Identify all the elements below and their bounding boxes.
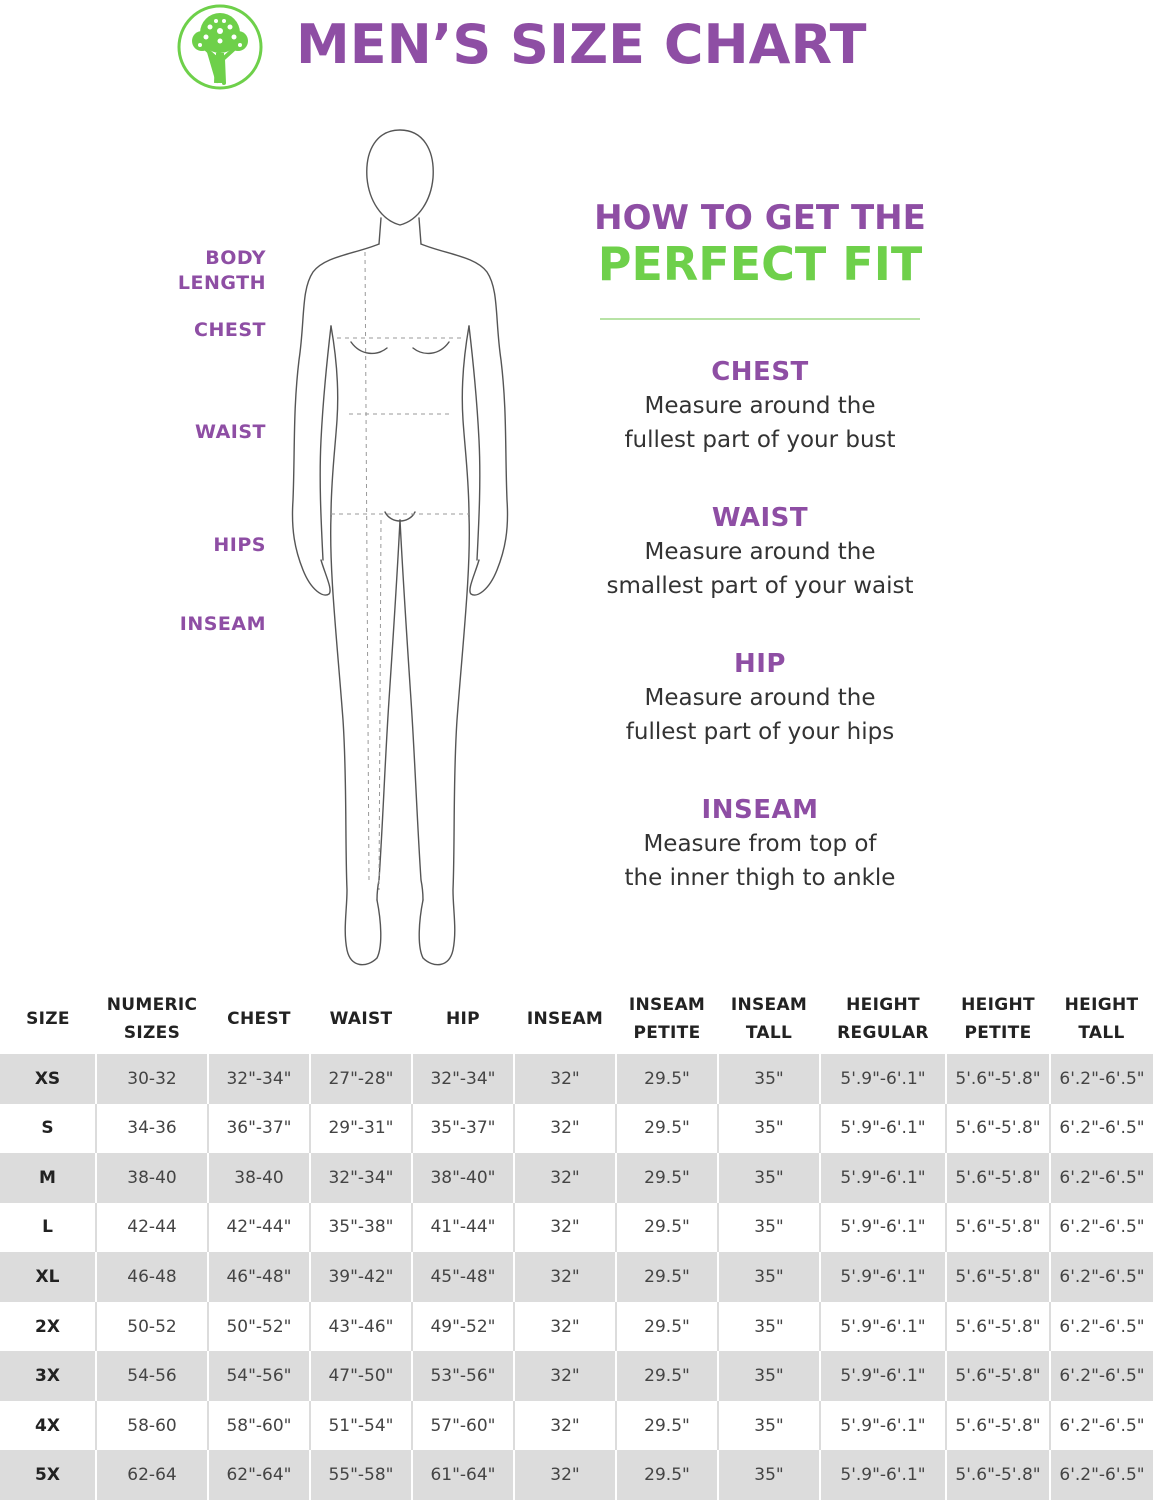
table-cell: 47"-50" xyxy=(310,1351,412,1401)
table-cell: 50-52 xyxy=(96,1302,208,1352)
table-cell: 5'.9"-6'.1" xyxy=(820,1252,946,1302)
table-cell: 29.5" xyxy=(616,1252,718,1302)
table-cell: 32" xyxy=(514,1054,616,1104)
table-cell: 50"-52" xyxy=(208,1302,310,1352)
table-cell: 5'.9"-6'.1" xyxy=(820,1153,946,1203)
table-cell: 5'.6"-5'.8" xyxy=(946,1153,1050,1203)
table-cell: 53"-56" xyxy=(412,1351,514,1401)
table-cell: 35" xyxy=(718,1153,820,1203)
table-cell: 32" xyxy=(514,1401,616,1451)
header-height-tall: HEIGHT TALL xyxy=(1064,995,1139,1043)
table-cell: 6'.2"-6'.5" xyxy=(1050,1104,1153,1154)
table-cell: 58-60 xyxy=(96,1401,208,1451)
table-cell: 5'.6"-5'.8" xyxy=(946,1401,1050,1451)
tip-inseam xyxy=(560,793,960,895)
table-cell: 5'.9"-6'.1" xyxy=(820,1302,946,1352)
label-waist: WAIST xyxy=(194,421,266,443)
table-row xyxy=(0,1450,1153,1500)
table-cell: 38"-40" xyxy=(412,1153,514,1203)
table-cell: 29.5" xyxy=(616,1153,718,1203)
table-cell: 27"-28" xyxy=(310,1054,412,1104)
label-hips: HIPS xyxy=(213,534,266,556)
table-cell: 6'.2"-6'.5" xyxy=(1050,1203,1153,1253)
table-cell: 38-40 xyxy=(208,1153,310,1203)
tip-waist xyxy=(560,501,960,603)
header-numeric-sizes: NUMERIC SIZES xyxy=(106,995,198,1043)
table-cell: 58"-60" xyxy=(208,1401,310,1451)
table-cell: 5'.6"-5'.8" xyxy=(946,1351,1050,1401)
table-cell: 34-36 xyxy=(96,1104,208,1154)
header-inseam-petite: INSEAM PETITE xyxy=(628,995,706,1043)
header xyxy=(0,0,1153,100)
header-size: SIZE xyxy=(26,1009,70,1029)
table-cell: 6'.2"-6'.5" xyxy=(1050,1401,1153,1451)
table-cell: 54-56 xyxy=(96,1351,208,1401)
header-height-petite: HEIGHT PETITE xyxy=(961,995,1035,1043)
table-cell: 32" xyxy=(514,1302,616,1352)
table-cell: 36"-37" xyxy=(208,1104,310,1154)
tree-logo-icon xyxy=(176,3,264,91)
table-cell: 6'.2"-6'.5" xyxy=(1050,1153,1153,1203)
table-cell: 35" xyxy=(718,1104,820,1154)
table-row xyxy=(0,1302,1153,1352)
table-cell: 6'.2"-6'.5" xyxy=(1050,1450,1153,1500)
table-row xyxy=(0,1351,1153,1401)
table-cell: 35" xyxy=(718,1450,820,1500)
table-cell: 29.5" xyxy=(616,1203,718,1253)
table-cell: 45"-48" xyxy=(412,1252,514,1302)
table-cell: 32" xyxy=(514,1203,616,1253)
header-inseam-tall: INSEAM TALL xyxy=(730,995,808,1043)
table-header-row xyxy=(0,984,1153,1054)
table-cell: 35"-37" xyxy=(412,1104,514,1154)
table-cell: 39"-42" xyxy=(310,1252,412,1302)
table-cell: 35" xyxy=(718,1203,820,1253)
table-cell: 32" xyxy=(514,1153,616,1203)
table-cell: 51"-54" xyxy=(310,1401,412,1451)
table-cell: 6'.2"-6'.5" xyxy=(1050,1351,1153,1401)
table-cell: 6'.2"-6'.5" xyxy=(1050,1302,1153,1352)
header-height-regular: HEIGHT REGULAR xyxy=(837,995,929,1043)
table-row xyxy=(0,1401,1153,1451)
table-cell: 32" xyxy=(514,1252,616,1302)
tip-text: Measure from top of the inner thigh to ankle xyxy=(624,831,896,891)
tip-text: Measure around the fullest part of your bust xyxy=(624,393,896,453)
table-row xyxy=(0,1252,1153,1302)
tip-text: Measure around the smallest part of your waist xyxy=(606,539,914,599)
size-cell: 2X xyxy=(0,1302,96,1352)
table-cell: 62"-64" xyxy=(208,1450,310,1500)
table-cell: 32"-34" xyxy=(310,1153,412,1203)
table-cell: 41"-44" xyxy=(412,1203,514,1253)
table-cell: 29.5" xyxy=(616,1351,718,1401)
table-cell: 29.5" xyxy=(616,1450,718,1500)
table-cell: 42"-44" xyxy=(208,1203,310,1253)
table-cell: 5'.6"-5'.8" xyxy=(946,1054,1050,1104)
table-cell: 62-64 xyxy=(96,1450,208,1500)
table-cell: 5'.9"-6'.1" xyxy=(820,1401,946,1451)
table-cell: 57"-60" xyxy=(412,1401,514,1451)
table-cell: 61"-64" xyxy=(412,1450,514,1500)
table-cell: 5'.6"-5'.8" xyxy=(946,1450,1050,1500)
tip-heading: HIP xyxy=(734,649,786,679)
table-cell: 42-44 xyxy=(96,1203,208,1253)
table-cell: 32" xyxy=(514,1450,616,1500)
size-cell: 5X xyxy=(0,1450,96,1500)
label-body-length: BODY LENGTH xyxy=(177,247,266,294)
tip-heading: INSEAM xyxy=(701,795,819,825)
table-cell: 49"-52" xyxy=(412,1302,514,1352)
page-title: MEN’S SIZE CHART xyxy=(296,13,867,76)
table-cell: 5'.6"-5'.8" xyxy=(946,1203,1050,1253)
table-cell: 29.5" xyxy=(616,1104,718,1154)
size-cell: XS xyxy=(0,1054,96,1104)
table-row xyxy=(0,1153,1153,1203)
table-cell: 35" xyxy=(718,1351,820,1401)
fit-title-line1: HOW TO GET THE xyxy=(594,198,926,238)
table-cell: 32"-34" xyxy=(208,1054,310,1104)
table-cell: 30-32 xyxy=(96,1054,208,1104)
size-cell: 3X xyxy=(0,1351,96,1401)
label-inseam: INSEAM xyxy=(179,613,266,635)
table-cell: 35" xyxy=(718,1302,820,1352)
size-cell: XL xyxy=(0,1252,96,1302)
header-waist: WAIST xyxy=(329,1009,393,1029)
size-cell: M xyxy=(0,1153,96,1203)
table-cell: 35"-38" xyxy=(310,1203,412,1253)
table-cell: 43"-46" xyxy=(310,1302,412,1352)
table-row xyxy=(0,1203,1153,1253)
table-cell: 46"-48" xyxy=(208,1252,310,1302)
table-cell: 29.5" xyxy=(616,1054,718,1104)
tip-heading: CHEST xyxy=(711,357,809,387)
table-cell: 32"-34" xyxy=(412,1054,514,1104)
table-cell: 29.5" xyxy=(616,1401,718,1451)
table-row xyxy=(0,1104,1153,1154)
fit-title-line2: PERFECT FIT xyxy=(597,237,923,291)
size-cell: S xyxy=(0,1104,96,1154)
table-cell: 5'.9"-6'.1" xyxy=(820,1054,946,1104)
table-cell: 35" xyxy=(718,1054,820,1104)
header-inseam: INSEAM xyxy=(526,1009,604,1029)
size-cell: 4X xyxy=(0,1401,96,1451)
tip-chest xyxy=(560,355,960,457)
tip-hip xyxy=(560,647,960,749)
table-cell: 5'.6"-5'.8" xyxy=(946,1252,1050,1302)
table-cell: 6'.2"-6'.5" xyxy=(1050,1252,1153,1302)
divider xyxy=(600,318,920,320)
size-table xyxy=(0,984,1153,1500)
table-cell: 5'.9"-6'.1" xyxy=(820,1203,946,1253)
table-cell: 32" xyxy=(514,1351,616,1401)
table-cell: 32" xyxy=(514,1104,616,1154)
table-cell: 54"-56" xyxy=(208,1351,310,1401)
table-cell: 5'.9"-6'.1" xyxy=(820,1351,946,1401)
table-cell: 38-40 xyxy=(96,1153,208,1203)
table-row xyxy=(0,1054,1153,1104)
header-chest: CHEST xyxy=(227,1009,291,1029)
table-cell: 29.5" xyxy=(616,1302,718,1352)
header-hip: HIP xyxy=(446,1009,480,1029)
table-cell: 6'.2"-6'.5" xyxy=(1050,1054,1153,1104)
table-cell: 29"-31" xyxy=(310,1104,412,1154)
table-cell: 55"-58" xyxy=(310,1450,412,1500)
table-cell: 35" xyxy=(718,1252,820,1302)
table-cell: 5'.9"-6'.1" xyxy=(820,1450,946,1500)
table-cell: 5'.6"-5'.8" xyxy=(946,1104,1050,1154)
label-chest: CHEST xyxy=(194,319,266,341)
tip-text: Measure around the fullest part of your hips xyxy=(625,685,895,745)
table-cell: 5'.9"-6'.1" xyxy=(820,1104,946,1154)
body-figure xyxy=(285,120,515,980)
table-cell: 46-48 xyxy=(96,1252,208,1302)
tip-heading: WAIST xyxy=(711,503,809,533)
table-cell: 35" xyxy=(718,1401,820,1451)
size-cell: L xyxy=(0,1203,96,1253)
table-cell: 5'.6"-5'.8" xyxy=(946,1302,1050,1352)
